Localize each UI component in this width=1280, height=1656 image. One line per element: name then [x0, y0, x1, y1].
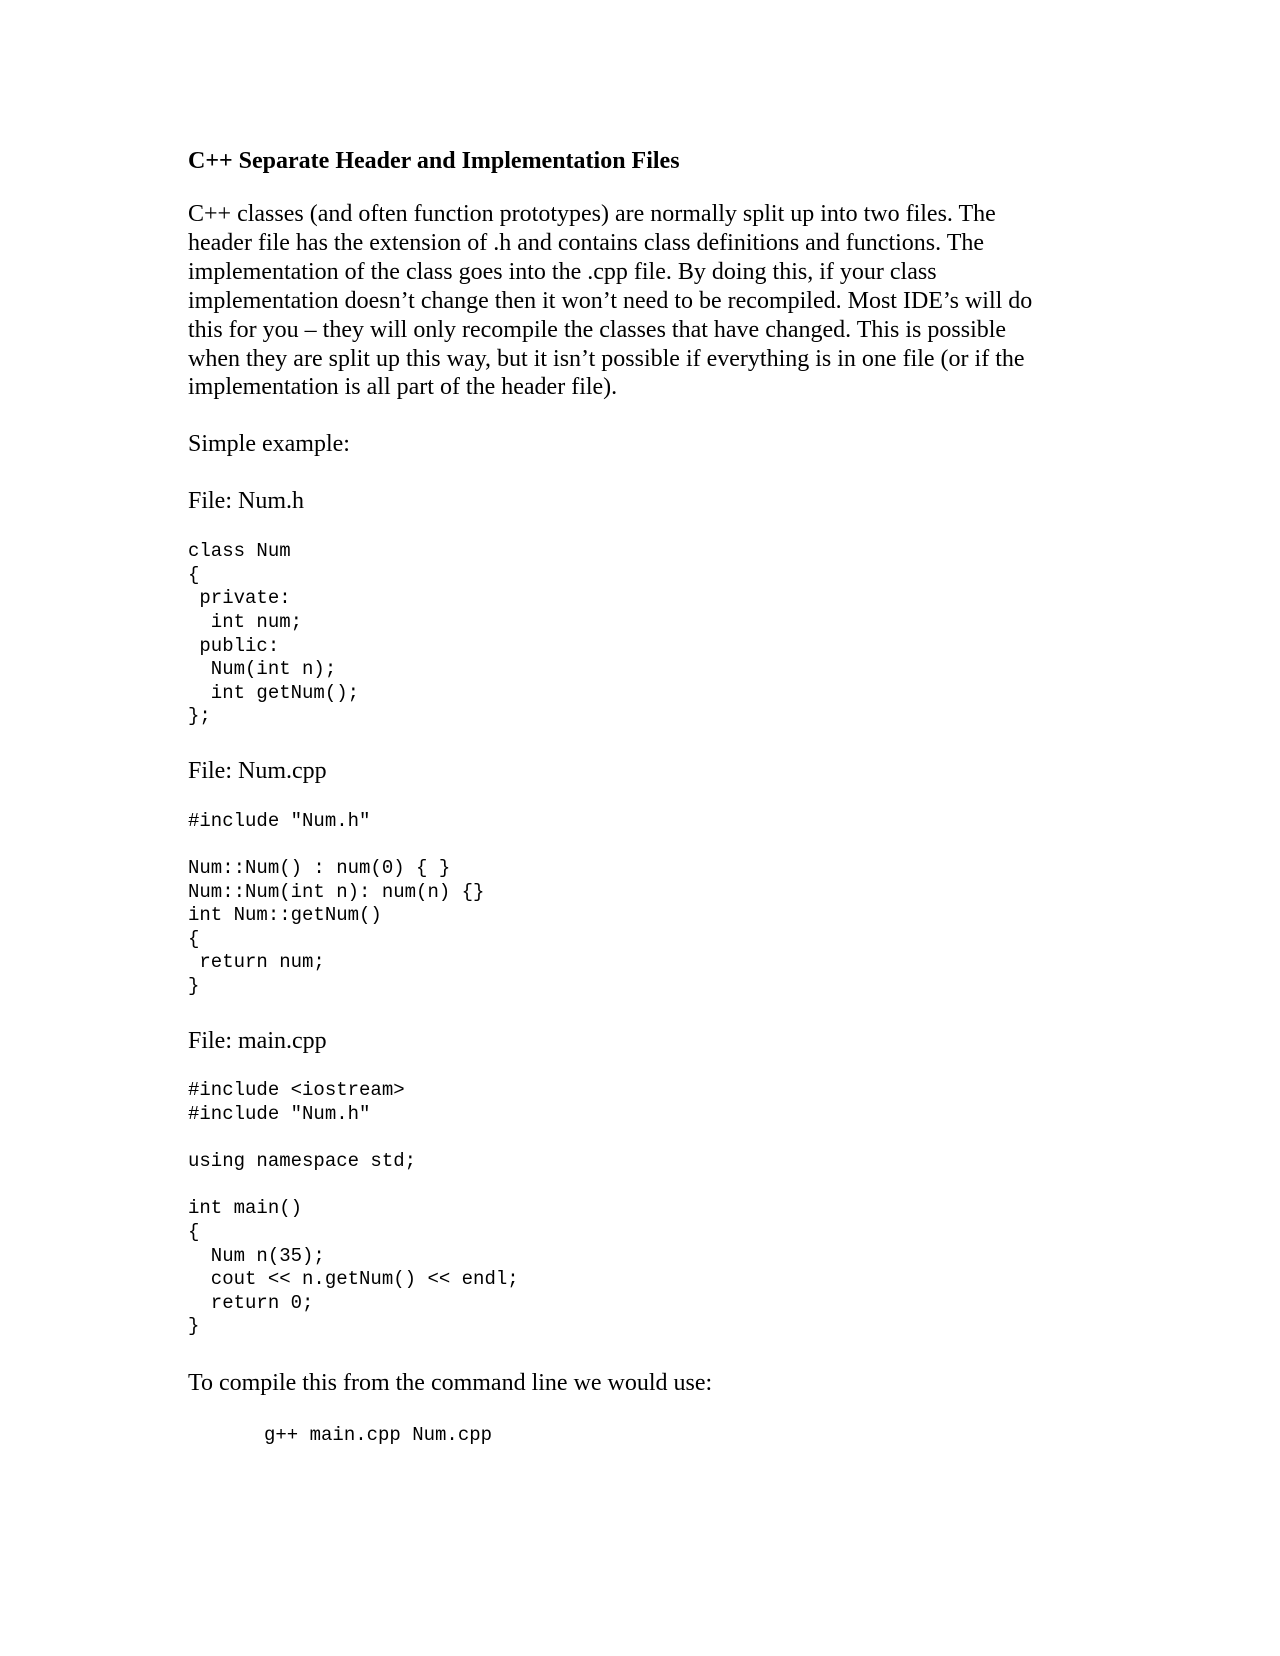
code-line: class Num: [188, 540, 291, 563]
code-line: #include <iostream>: [188, 1079, 405, 1102]
code-line: #include "Num.h": [188, 809, 371, 832]
code-line: {: [188, 1221, 200, 1244]
intro-line: implementation doesn’t change then it won’t need to be recompiled. Most IDE’s will do: [188, 287, 1033, 314]
code-line: Num::Num() : num(0) { }: [188, 857, 451, 879]
intro-line: C++ classes (and often function prototypes) are normally split up into two files. The: [188, 201, 996, 227]
code-line: return num;: [188, 951, 325, 974]
code-line: using namespace std;: [188, 1150, 417, 1173]
code-line: public:: [188, 634, 280, 657]
code-blank-line: [188, 1174, 1088, 1198]
code-line: int num;: [188, 610, 303, 633]
code-line: int getNum();: [188, 681, 360, 704]
intro-paragraph: [188, 200, 1088, 402]
simple-example-label: Simple example:: [188, 431, 350, 458]
code-line: return 0;: [188, 1291, 314, 1314]
intro-line: header file has the extension of .h and contains class definitions and functions. The: [188, 229, 985, 256]
intro-line: when they are split up this way, but it isn’t possible if everything is in one file (or if the: [188, 345, 1025, 372]
intro-line: implementation of the class goes into the .cpp file. By doing this, if your class: [188, 258, 937, 285]
code-line: #include "Num.h": [188, 1103, 371, 1126]
document-content: [188, 146, 1088, 1448]
intro-line: implementation is all part of the header file).: [188, 374, 618, 401]
code-line: int main(): [188, 1197, 303, 1220]
code-line: {: [188, 927, 200, 950]
compile-instructions: To compile this from the command line we would use:: [188, 1370, 713, 1396]
intro-line: this for you – they will only recompile the classes that have changed. This is possible: [188, 316, 1007, 343]
code-line: Num::Num(int n): num(n) {}: [188, 880, 485, 903]
code-block-num-h: [188, 540, 1088, 729]
code-line: int Num::getNum(): [188, 904, 382, 927]
compile-command: g++ main.cpp Num.cpp: [264, 1423, 493, 1446]
file-label-main-cpp: File: main.cpp: [188, 1027, 327, 1054]
code-line: };: [188, 705, 211, 728]
code-block-main-cpp: [188, 1079, 1088, 1339]
code-line: cout << n.getNum() << endl;: [188, 1268, 519, 1291]
code-line: }: [188, 974, 200, 997]
file-label-num-h: File: Num.h: [188, 488, 305, 515]
code-line: }: [188, 1315, 200, 1338]
code-line: Num n(35);: [188, 1244, 325, 1267]
code-blank-line: [188, 1127, 1088, 1151]
file-label-num-cpp: File: Num.cpp: [188, 757, 327, 784]
code-block-num-cpp: [188, 810, 1088, 999]
code-blank-line: [188, 833, 1088, 857]
code-line: private:: [188, 587, 291, 610]
document-title: C++ Separate Header and Implementation Files: [188, 148, 680, 174]
code-line: Num(int n);: [188, 658, 337, 681]
code-line: {: [188, 563, 200, 586]
